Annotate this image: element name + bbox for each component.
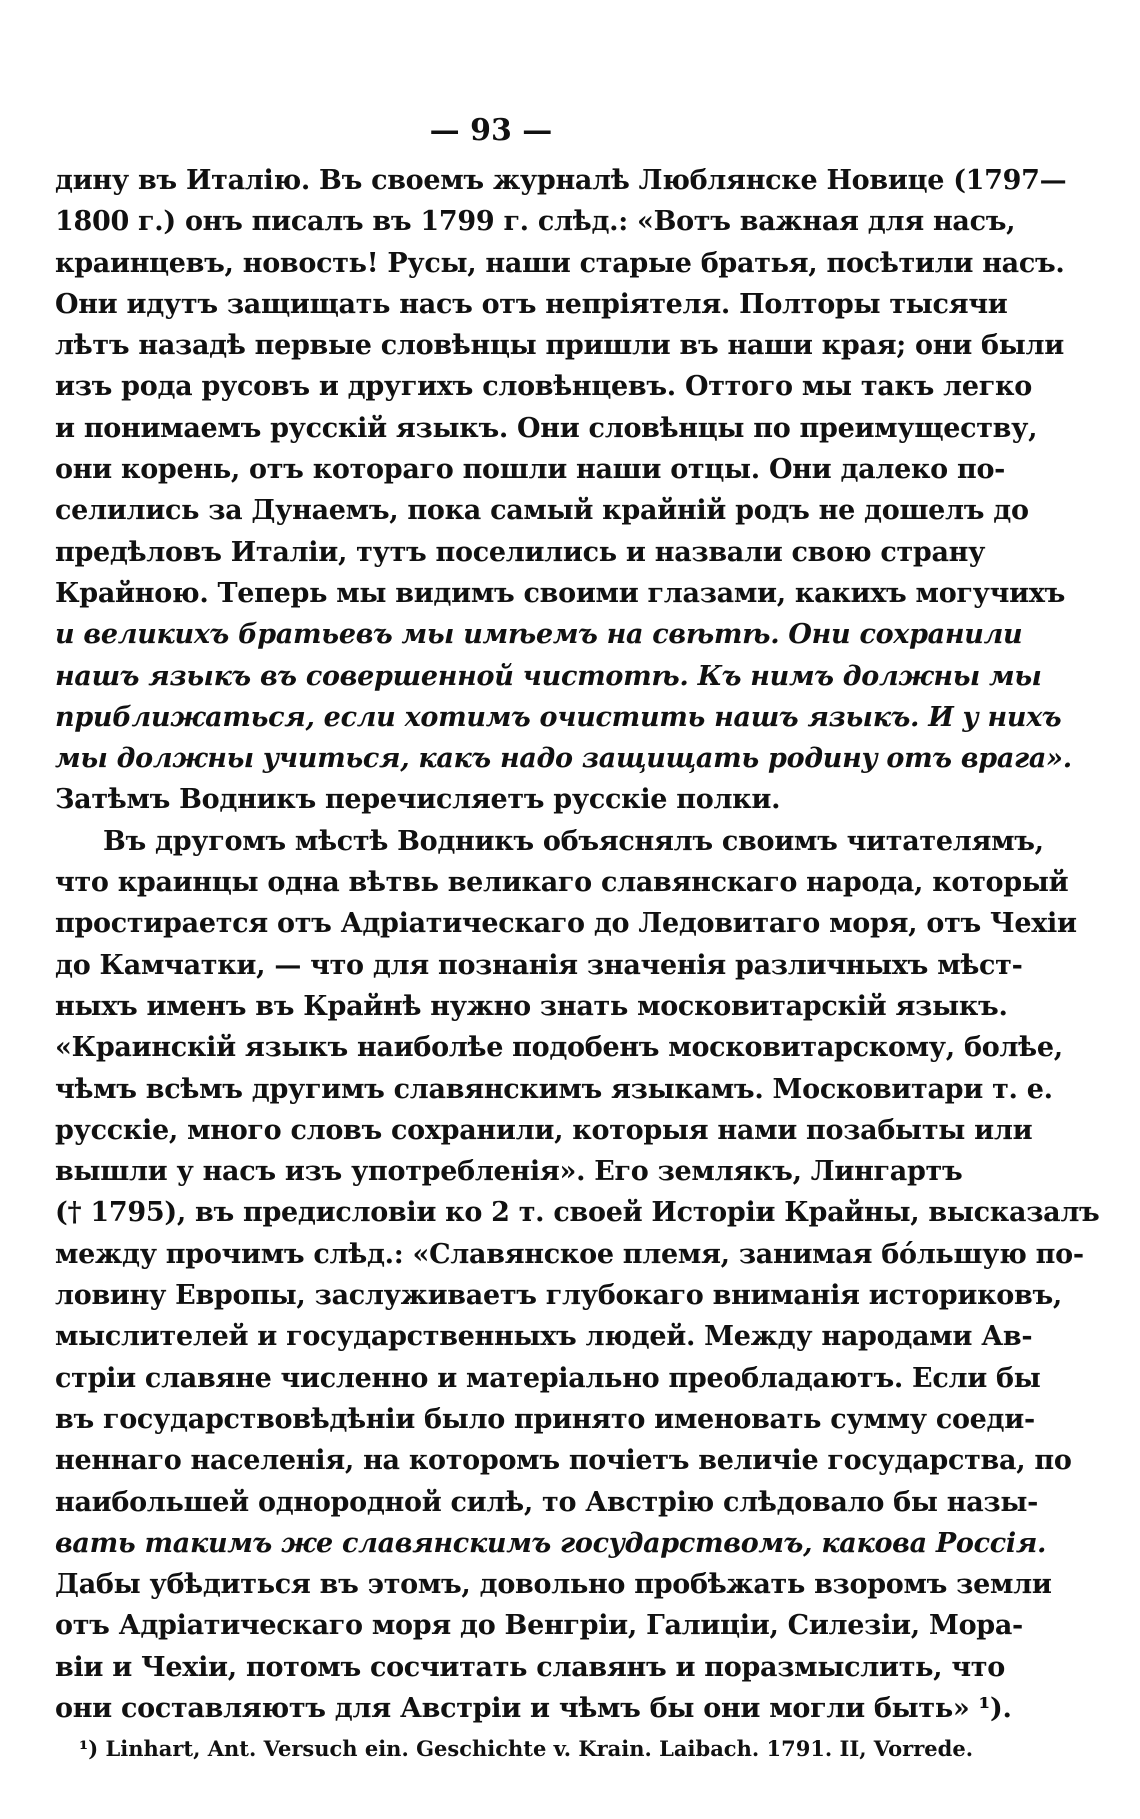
text-line: «Краинскій языкъ наиболѣе подобенъ московитарскому, болѣе, [55, 1032, 1063, 1064]
text-line: и понимаемъ русскій языкъ. Они словѣнцы по преимуществу, [55, 412, 1038, 444]
text-line: и великихъ братьевъ мы имѣемъ на свѣтѣ. Они сохранили [55, 619, 1023, 651]
text-line: приближаться, если хотимъ очистить нашъ языкъ. И у нихъ [55, 701, 1062, 733]
text-line: между прочимъ слѣд.: «Славянское племя, занимая бо́льшую по- [55, 1238, 1084, 1270]
text-line: они корень, отъ котораго пошли наши отцы. Они далеко по- [55, 454, 1006, 486]
text-line: 1800 г.) онъ писалъ въ 1799 г. слѣд.: «Вотъ важная для насъ, [55, 206, 1016, 238]
text-line: неннаго населенія, на которомъ почіетъ величіе государства, по [55, 1445, 1072, 1477]
text-line: простирается отъ Адріатическаго до Ледовитаго моря, отъ Чехіи [55, 908, 1077, 940]
footnote: ¹) Linhart, Ant. Versuch ein. Geschichte v. Krain. Laibach. 1791. II, Vorrede. [79, 1736, 974, 1762]
text-line: чѣмъ всѣмъ другимъ славянскимъ языкамъ. Московитари т. е. [55, 1073, 1053, 1105]
text-line: отъ Адріатическаго моря до Венгріи, Галиціи, Силезіи, Мора- [55, 1610, 1023, 1642]
text-line: изъ рода русовъ и другихъ словѣнцевъ. Оттого мы такъ легко [55, 371, 1032, 403]
text-line: вышли у насъ изъ употребленія». Его землякъ, Лингартъ [55, 1156, 963, 1188]
text-line: вать такимъ же славянскимъ государствомъ, какова Россія. [55, 1527, 1047, 1559]
text-line: стріи славяне численно и матеріально преобладаютъ. Если бы [55, 1362, 1041, 1394]
text-line: мы должны учиться, какъ надо защищать родину отъ врага». [55, 743, 1072, 775]
text-line: что краинцы одна вѣтвь великаго славянскаго народа, который [55, 867, 1069, 899]
text-line: лѣтъ назадѣ первые словѣнцы пришли въ наши края; они были [55, 330, 1064, 362]
text-line: Они идутъ защищать насъ отъ непріятеля. Полторы тысячи [55, 288, 1008, 320]
text-line: краинцевъ, новость! Русы, наши старые братья, посѣтили насъ. [55, 247, 1065, 279]
text-line: віи и Чехіи, потомъ сосчитать славянъ и поразмыслить, что [55, 1651, 1005, 1683]
text-line: Въ другомъ мѣстѣ Водникъ объяснялъ своимъ читателямъ, [103, 825, 1044, 857]
text-line: Дабы убѣдиться въ этомъ, довольно пробѣжать взоромъ земли [55, 1569, 1052, 1601]
text-line: ныхъ именъ въ Крайнѣ нужно знать московитарскій языкъ. [55, 990, 1008, 1022]
text-line: († 1795), въ предисловіи ко 2 т. своей Исторіи Крайны, высказалъ [55, 1197, 1100, 1229]
text-line: наибольшей однородной силѣ, то Австрію слѣдовало бы назы- [55, 1486, 1039, 1518]
text-line: дину въ Италію. Въ своемъ журналѣ Люблянске Новице (1797— [55, 165, 1067, 196]
text-line: въ государствовѣдѣніи было принято именовать сумму соеди- [55, 1403, 1035, 1435]
page-number: — 93 — [429, 113, 553, 148]
text-line: они составляютъ для Австріи и чѣмъ бы они могли быть» ¹). [55, 1692, 1012, 1724]
text-body [55, 160, 1100, 1729]
text-line: до Камчатки, — что для познанія значенія различныхъ мѣст- [55, 949, 1023, 981]
document-page [55, 110, 1100, 1767]
text-line: Затѣмъ Водникъ перечисляетъ русскіе полки. [55, 784, 781, 816]
text-line: предѣловъ Италіи, тутъ поселились и назвали свою страну [55, 536, 986, 568]
text-line: нашъ языкъ въ совершенной чистотѣ. Къ нимъ должны мы [55, 660, 1042, 692]
text-line: селились за Дунаемъ, пока самый крайній родъ не дошелъ до [55, 495, 1029, 527]
text-line: русскіе, много словъ сохранили, которыя нами позабыты или [55, 1114, 1033, 1146]
text-line: мыслителей и государственныхъ людей. Между народами Ав- [55, 1321, 1033, 1353]
text-line: ловину Европы, заслуживаетъ глубокаго вниманія историковъ, [55, 1280, 1062, 1312]
text-line: Крайною. Теперь мы видимъ своими глазами, какихъ могучихъ [55, 577, 1066, 609]
